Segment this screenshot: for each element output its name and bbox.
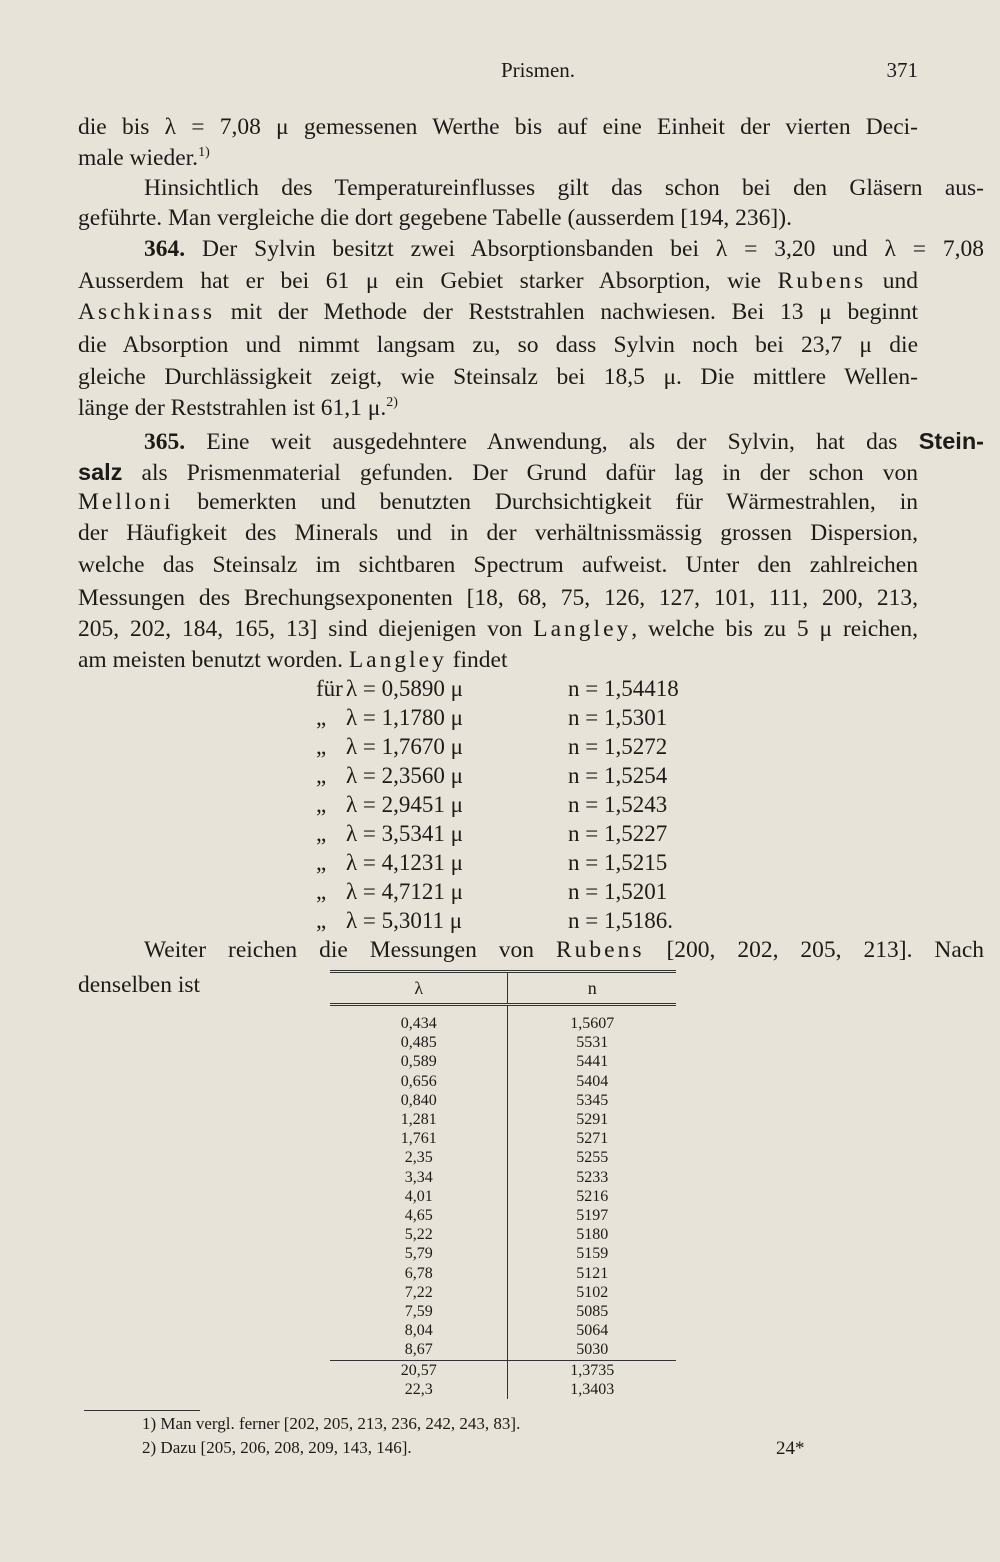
table-row: 22,3 1,3403 [330, 1380, 676, 1399]
author-name: Langley [533, 616, 632, 642]
langley-row: „ λ = 5,3011 μ n = 1,5186. [316, 908, 673, 933]
text-line: welche das Steinsalz im sichtbaren Spectrum aufweist. Unter den zahlreichen [78, 552, 918, 578]
section-365-line: 365. Eine weit ausgedehntere Anwendung, als der Sylvin, hat das Stein- [144, 428, 984, 455]
table-row: 0,485 5531 [330, 1033, 676, 1052]
n-header: n [508, 972, 676, 1005]
langley-row: „ λ = 3,5341 μ n = 1,5227 [316, 821, 668, 846]
table-row: 4,01 5216 [330, 1187, 676, 1206]
table-row: 20,57 1,3735 [330, 1360, 676, 1380]
table-row: 0,589 5441 [330, 1052, 676, 1071]
langley-row: für λ = 0,5890 μ n = 1,54418 [316, 676, 679, 701]
text-line: gleiche Durchlässigkeit zeigt, wie Steinsalz bei 18,5 μ. Die mittlere Wellen- [78, 364, 918, 390]
langley-row: „ λ = 1,7670 μ n = 1,5272 [316, 734, 668, 759]
footnote-ref: 1) [198, 145, 210, 161]
table-row: 1,281 5291 [330, 1110, 676, 1129]
refraction-table [330, 970, 676, 1399]
page-number: 371 [886, 58, 918, 82]
footnote-2: 2) Dazu [205, 206, 208, 209, 143, 146]. [142, 1438, 412, 1457]
table-row: 0,434 1,5607 [330, 1014, 676, 1033]
footnote-divider [84, 1410, 200, 1411]
text-line: salz als Prismenmaterial gefunden. Der Grund dafür lag in der schon von [78, 459, 918, 486]
text-line: länge der Reststrahlen ist 61,1 μ.$^{2)}$ [78, 395, 398, 421]
text-line: Melloni bemerkten und benutzten Durchsichtigkeit für Wärmestrahlen, in [78, 489, 918, 515]
section-number: 364. [144, 236, 186, 262]
author-name: Rubens [555, 937, 645, 963]
langley-row: „ λ = 2,3560 μ n = 1,5254 [316, 763, 668, 788]
text-line: die bis λ = 7,08 μ gemessenen Werthe bis auf eine Einheit der vierten Deci- [78, 114, 918, 140]
author-name: Aschkinass [78, 299, 216, 325]
author-name: Melloni [78, 489, 174, 515]
signature-mark: 24* [776, 1438, 805, 1459]
text-line: am meisten benutzt worden. Langley findet [78, 647, 508, 673]
table-row: 8,67 5030 [330, 1340, 676, 1360]
text-line: Weiter reichen die Messungen von Rubens [200, 202, 205, 213]. Nach [144, 937, 984, 963]
text-line: 205, 202, 184, 165, 13] sind diejenigen von Langley, welche bis zu 5 μ reichen, [78, 616, 918, 642]
langley-row: „ λ = 4,7121 μ n = 1,5201 [316, 879, 668, 904]
table-row: 8,04 5064 [330, 1321, 676, 1340]
text-line: Aschkinass mit der Methode der Reststrahlen nachwiesen. Bei 13 μ beginnt [78, 299, 918, 325]
text-line: Messungen des Brechungsexponenten [18, 68, 75, 126, 127, 101, 111, 200, 213, [78, 585, 918, 611]
text-line: die Absorption und nimmt langsam zu, so dass Sylvin noch bei 23,7 μ die [78, 332, 918, 358]
table-row: 4,65 5197 [330, 1206, 676, 1225]
section-number: 365. [144, 429, 186, 455]
footnote-ref: 2) [386, 395, 398, 411]
text-line: Hinsichtlich des Temperatureinflusses gilt das schon bei den Gläsern aus- [144, 175, 984, 201]
langley-row: „ λ = 1,1780 μ n = 1,5301 [316, 705, 668, 730]
table-row: 1,761 5271 [330, 1129, 676, 1148]
table-row: 5,22 5180 [330, 1225, 676, 1244]
footnote-1: 1) Man vergl. ferner [202, 205, 213, 236, 242, 243, 83]. [142, 1414, 521, 1433]
langley-row: „ λ = 4,1231 μ n = 1,5215 [316, 850, 668, 875]
bold-term: salz [78, 459, 123, 485]
table-row: 0,840 5345 [330, 1091, 676, 1110]
lambda-header: λ [330, 972, 508, 1005]
page-header [78, 58, 918, 90]
table-header-row [330, 972, 676, 1005]
text-line: Ausserdem hat er bei 61 μ ein Gebiet starker Absorption, wie Rubens und [78, 268, 919, 294]
text-line: geführte. Man vergleiche die dort gegebene Tabelle (ausserdem [194, 236]). [78, 205, 792, 231]
text-line: male wieder.$^{1)}$ [78, 145, 210, 171]
table-row: 5,79 5159 [330, 1244, 676, 1263]
table-row: 2,35 5255 [330, 1148, 676, 1167]
section-364-line: 364. Der Sylvin besitzt zwei Absorptionsbanden bei λ = 3,20 und λ = 7,08 [144, 236, 985, 262]
author-name: Langley [348, 647, 447, 673]
table-row: 0,656 5404 [330, 1072, 676, 1091]
text-line: denselben ist [78, 972, 201, 998]
table-row: 7,22 5102 [330, 1283, 676, 1302]
table-row: 7,59 5085 [330, 1302, 676, 1321]
langley-row: „ λ = 2,9451 μ n = 1,5243 [316, 792, 668, 817]
bold-term: Stein- [918, 428, 984, 454]
author-name: Rubens [777, 268, 867, 294]
table-row: 3,34 5233 [330, 1168, 676, 1187]
table-row: 6,78 5121 [330, 1264, 676, 1283]
running-title: Prismen. [500, 58, 576, 82]
text-line: der Häufigkeit des Minerals und in der verhältnissmässig grossen Dispersion, [78, 520, 918, 546]
